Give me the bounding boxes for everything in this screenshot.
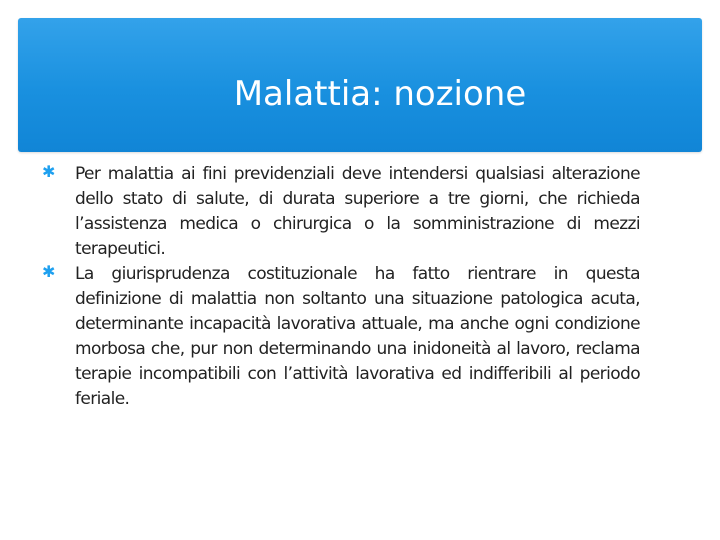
asterisk-bullet-icon: ✱	[42, 262, 56, 281]
title-banner	[18, 18, 702, 152]
paragraph-1: Per malattia ai fini previdenziali deve intendersi qualsiasi alterazione dello stato di salute, di durata superiore a tre giorni, che richieda l’assistenza medica o chirurgica o la somministrazione di mezzi terapeutici.	[75, 164, 640, 259]
asterisk-bullet-icon: ✱	[42, 162, 56, 181]
slide-body	[42, 162, 640, 412]
slide-title: Malattia: nozione	[233, 74, 527, 114]
bullet-item-1	[42, 162, 640, 262]
paragraph-2: La giurisprudenza costituzionale ha fatto rientrare in questa definizione di malattia non soltanto una situazione patologica acuta, determinante incapacità lavorativa attuale, ma anche ogni condizione morbosa che, pur non determinando una inidoneità al lavoro, reclama terapie incompatibili con l’attività lavorativa ed indifferibili al periodo feriale.	[75, 264, 640, 409]
bullet-item-2	[42, 262, 640, 412]
